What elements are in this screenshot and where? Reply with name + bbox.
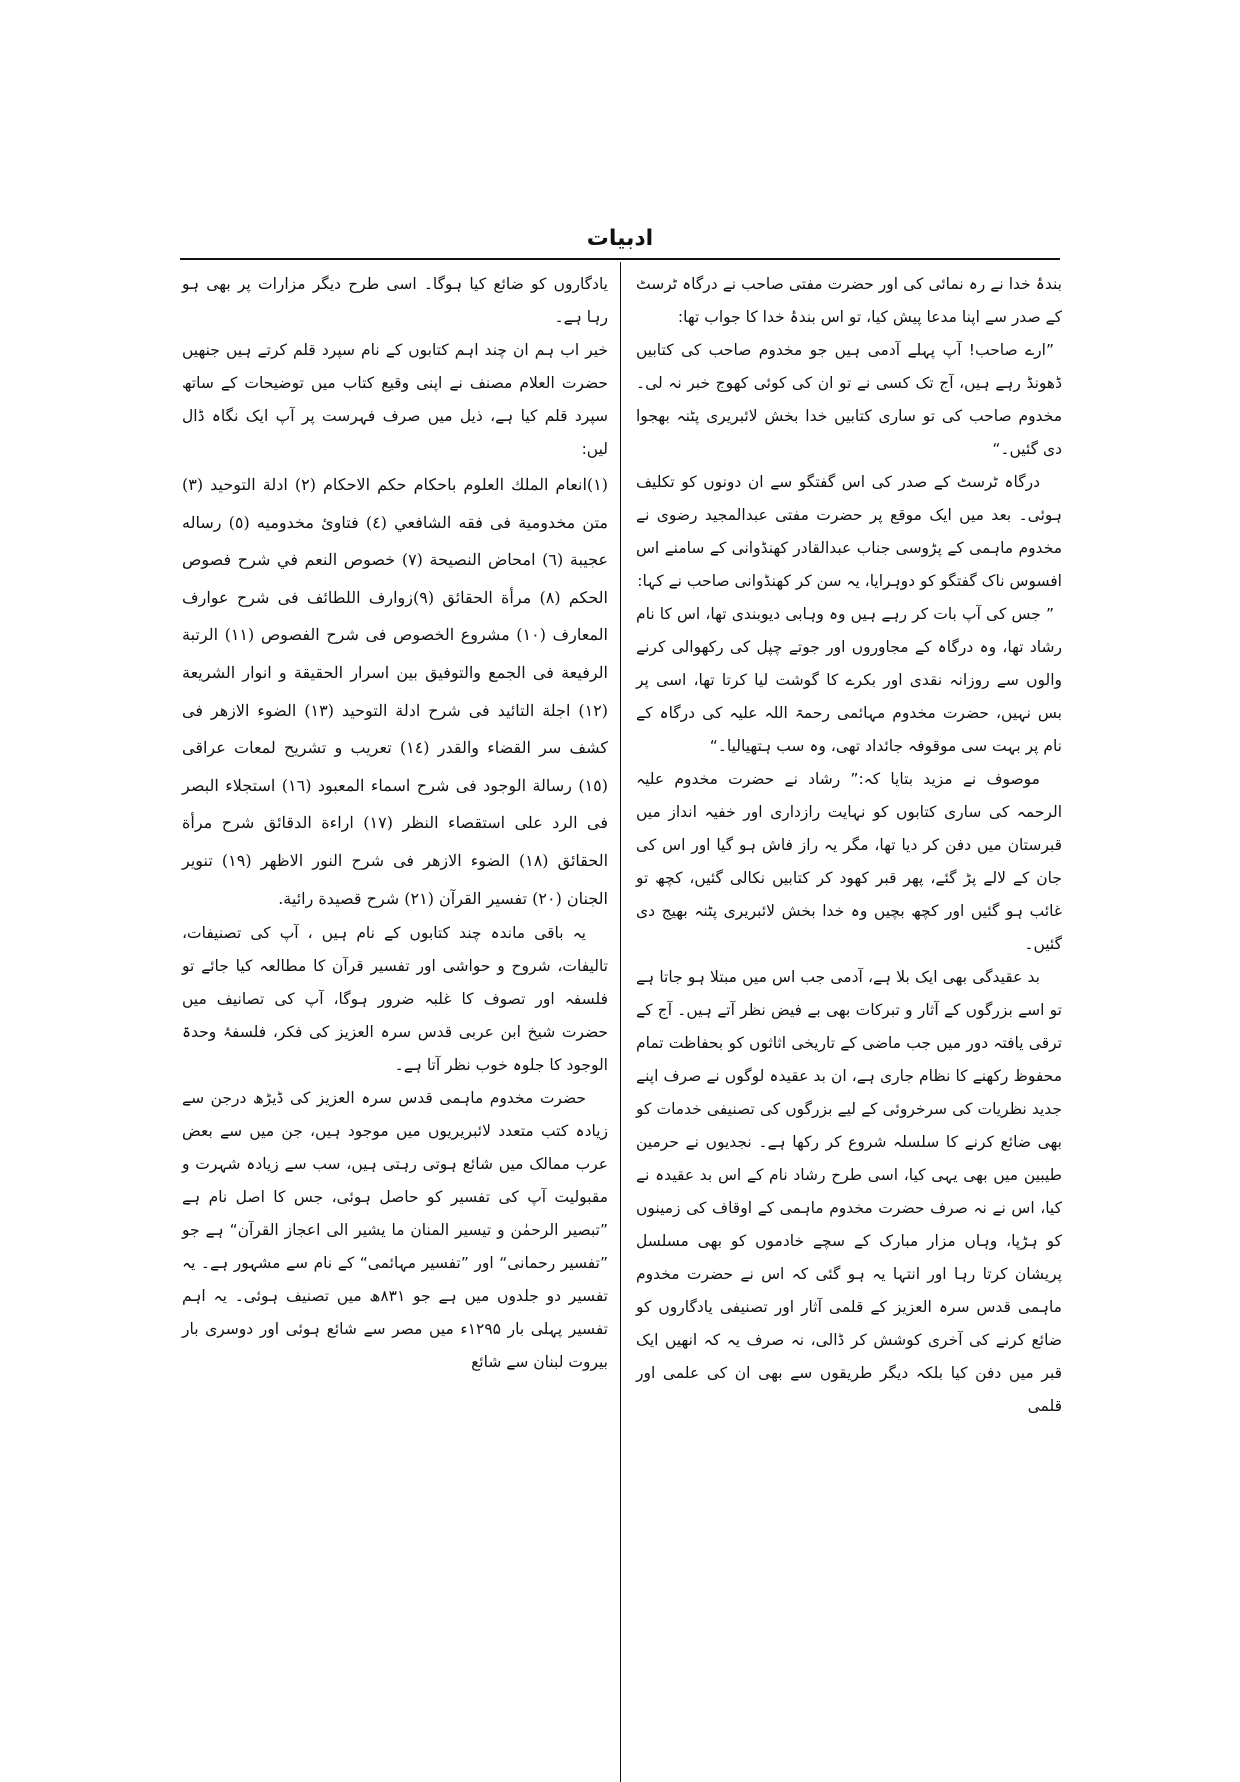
header-rule xyxy=(180,258,1060,260)
paragraph: خیر اب ہم ان چند اہم کتابوں کے نام سپرد قلم کرتے ہیں جنھیں حضرت العلام مصنف نے اپنی وقیع کتاب میں توضیحات کے ساتھ سپرد قلم کیا ہے، ذیل میں صرف فہرست پر آپ ایک نگاہ ڈال لیں: xyxy=(182,341,608,458)
left-intro xyxy=(182,268,608,466)
paragraph: حضرت مخدوم ماہمی قدس سرہ العزیز کی ڈیڑھ درجن سے زیادہ کتب متعدد لائبریریوں میں موجود ہیں، جن میں سے بعض عرب ممالک میں شائع ہوتی رہتی ہیں، سب سے زیادہ شہرت و مقبولیت آپ کی تفسیر کو حاصل ہوئی، جس کا اصل نام ہے ”تبصیر الرحمٰن و تیسیر المنان ما یشیر الی اعجاز القرآن“ ہے جو ”تفسیر رحمانی“ اور ”تفسیر مہائمی“ کے نام سے مشہور ہے۔ یہ تفسیر دو جلدوں میں ہے جو ۸۳۱ھ میں تصنیف ہوئی۔ یہ اہم تفسیر پہلی بار ۱۲۹۵ء میں مصر سے شائع ہوئی اور دوسری بار بیروت لبنان سے شائع xyxy=(182,1089,608,1372)
left-outro xyxy=(182,917,608,1379)
paragraph: درگاہ ٹرسٹ کے صدر کی اس گفتگو سے ان دونوں کو تکلیف ہوئی۔ بعد میں ایک موقع پر حضرت مفتی عبدالمجید رضوی نے مخدوم ماہمی کے پڑوسی جناب عبدالقادر کھنڈوانی کے سامنے اس افسوس ناک گفتگو کو دوہرایا، یہ سن کر کھنڈوانی صاحب نے کہا: xyxy=(636,473,1062,590)
paragraph: موصوف نے مزید بتایا کہ:” رشاد نے حضرت مخدوم علیہ الرحمہ کی ساری کتابوں کو نہایت رازداری اور خفیہ انداز میں قبرستان میں دفن کر دیا تھا، مگر یہ راز فاش ہو گیا اور اس کی جان کے لالے پڑ گئے، پھر قبر کھود کر کتابیں نکالی گئیں، کچھ تو غائب ہو گئیں اور کچھ بچیں وہ خدا بخش لائبریری پٹنہ بھیج دی گئیں۔ xyxy=(636,770,1062,953)
right-column xyxy=(636,268,1062,1423)
paragraph: بد عقیدگی بھی ایک بلا ہے، آدمی جب اس میں مبتلا ہو جاتا ہے تو اسے بزرگوں کے آثار و تبرکات بھی بے فیض نظر آتے ہیں۔ آج کے ترقی یافتہ دور میں جب ماضی کے تاریخی اثاثوں کو بحفاظت تمام محفوظ رکھنے کا نظام جاری ہے، ان بد عقیدہ لوگوں نے صرف اپنے جدید نظریات کی سرخروئی کے لیے بزرگوں کی تصنیفی خدمات کو بھی ضائع کرنے کا سلسلہ شروع کر رکھا ہے۔ نجدیوں نے حرمین طیبین میں بھی یہی کیا، اسی طرح رشاد نام کے اس بد عقیدہ نے کیا، اس نے نہ صرف حضرت مخدوم ماہمی کے اوقاف کی زمینوں کو ہڑپا، وہاں مزار مبارک کے سچے خادموں کو بھی مسلسل پریشان کرتا رہا اور انتہا یہ ہو گئی کہ اس نے حضرت مخدوم ماہمی قدس سرہ العزیز کے قلمی آثار اور تصنیفی یادگاروں کو ضائع کرنے کی آخری کوشش کر ڈالی، نہ صرف یہ کہ انھیں ایک قبر میں دفن کیا بلکہ دیگر طریقوں سے بھی ان کی علمی اور قلمی xyxy=(636,968,1062,1415)
page-header xyxy=(180,226,1060,251)
column-divider xyxy=(620,262,621,1782)
paragraph: ” جس کی آپ بات کر رہے ہیں وہ وہابی دیوبندی تھا، اس کا نام رشاد تھا، وہ درگاہ کے مجاوروں اور جوتے چپل کی رکھوالی کرنے والوں سے روزانہ نقدی اور بکرے کا گوشت لیا کرتا تھا، اسی پر بس نہیں، حضرت مخدوم مہائمی رحمۃ اللہ علیہ کی درگاہ کے نام پر بہت سی موقوفہ جائداد تھی، وہ سب ہتھیالیا۔“ xyxy=(636,605,1062,755)
book-list: (١)انعام الملك العلوم باحكام حكم الاحكام (٢) ادلة التوحيد (٣) متن مخدومية فى فقه الشافعي (٤) فتاوئ مخدوميه (٥) رساله عجيبة (٦) امحاض النصيحة (٧) خصوص النعم في شرح فصوص الحكم (٨) مرأة الحقائق (٩)زوارف اللطائف فى شرح عوارف المعارف (١٠) مشروع الخصوص فى شرح الفصوص (١١) الرتبة الرفيعة فى الجمع والتوفيق بين اسرار الحقيقة و انوار الشريعة (١٢) اجلة التائيد فى شرح ادلة التوحيد (١٣) الضوء الازهر فى كشف سر القضاء والقدر (١٤) تعريب و تشريح لمعات عراقى (١٥) رسالة الوجود فى شرح اسماء المعبود (١٦) استجلاء البصر فى الرد على استقصاء النظر (١٧) اراءة الدقائق شرح مرأة الحقائق (١٨) الضوء الازهر فى شرح النور الاظهر (١٩) تنوير الجنان (٢٠) تفسير القرآن (٢١) شرح قصيدة رائية. xyxy=(182,475,609,908)
paragraph: ”ارے صاحب! آپ پہلے آدمی ہیں جو مخدوم صاحب کی کتابیں ڈھونڈ رہے ہیں، آج تک کسی نے تو ان کی کوئی کھوج خبر نہ لی۔ مخدوم صاحب کی تو ساری کتابیں خدا بخش لائبریری پٹنہ بھجوا دی گئیں۔“ xyxy=(636,341,1062,458)
paragraph: بندۂ خدا نے رہ نمائی کی اور حضرت مفتی صاحب نے درگاہ ٹرسٹ کے صدر سے اپنا مدعا پیش کیا، تو اس بندۂ خدا کا جواب تھا: xyxy=(636,275,1062,326)
paragraph: یادگاروں کو ضائع کیا ہوگا۔ اسی طرح دیگر مزارات پر بھی ہو رہا ہے۔ xyxy=(182,275,608,326)
left-column xyxy=(182,268,608,1379)
paragraph: یہ باقی ماندہ چند کتابوں کے نام ہیں ، آپ کی تصنیفات، تالیفات، شروح و حواشی اور تفسیر قرآن کا مطالعہ کیا جائے تو فلسفہ اور تصوف کا غلبہ ضرور ہوگا، آپ کی تصانیف میں حضرت شیخ ابن عربی قدس سرہ العزیز کی فکر، فلسفۂ وحدۃ الوجود کا جلوہ خوب نظر آتا ہے۔ xyxy=(182,924,608,1075)
section-title: ادبیات xyxy=(586,226,654,251)
